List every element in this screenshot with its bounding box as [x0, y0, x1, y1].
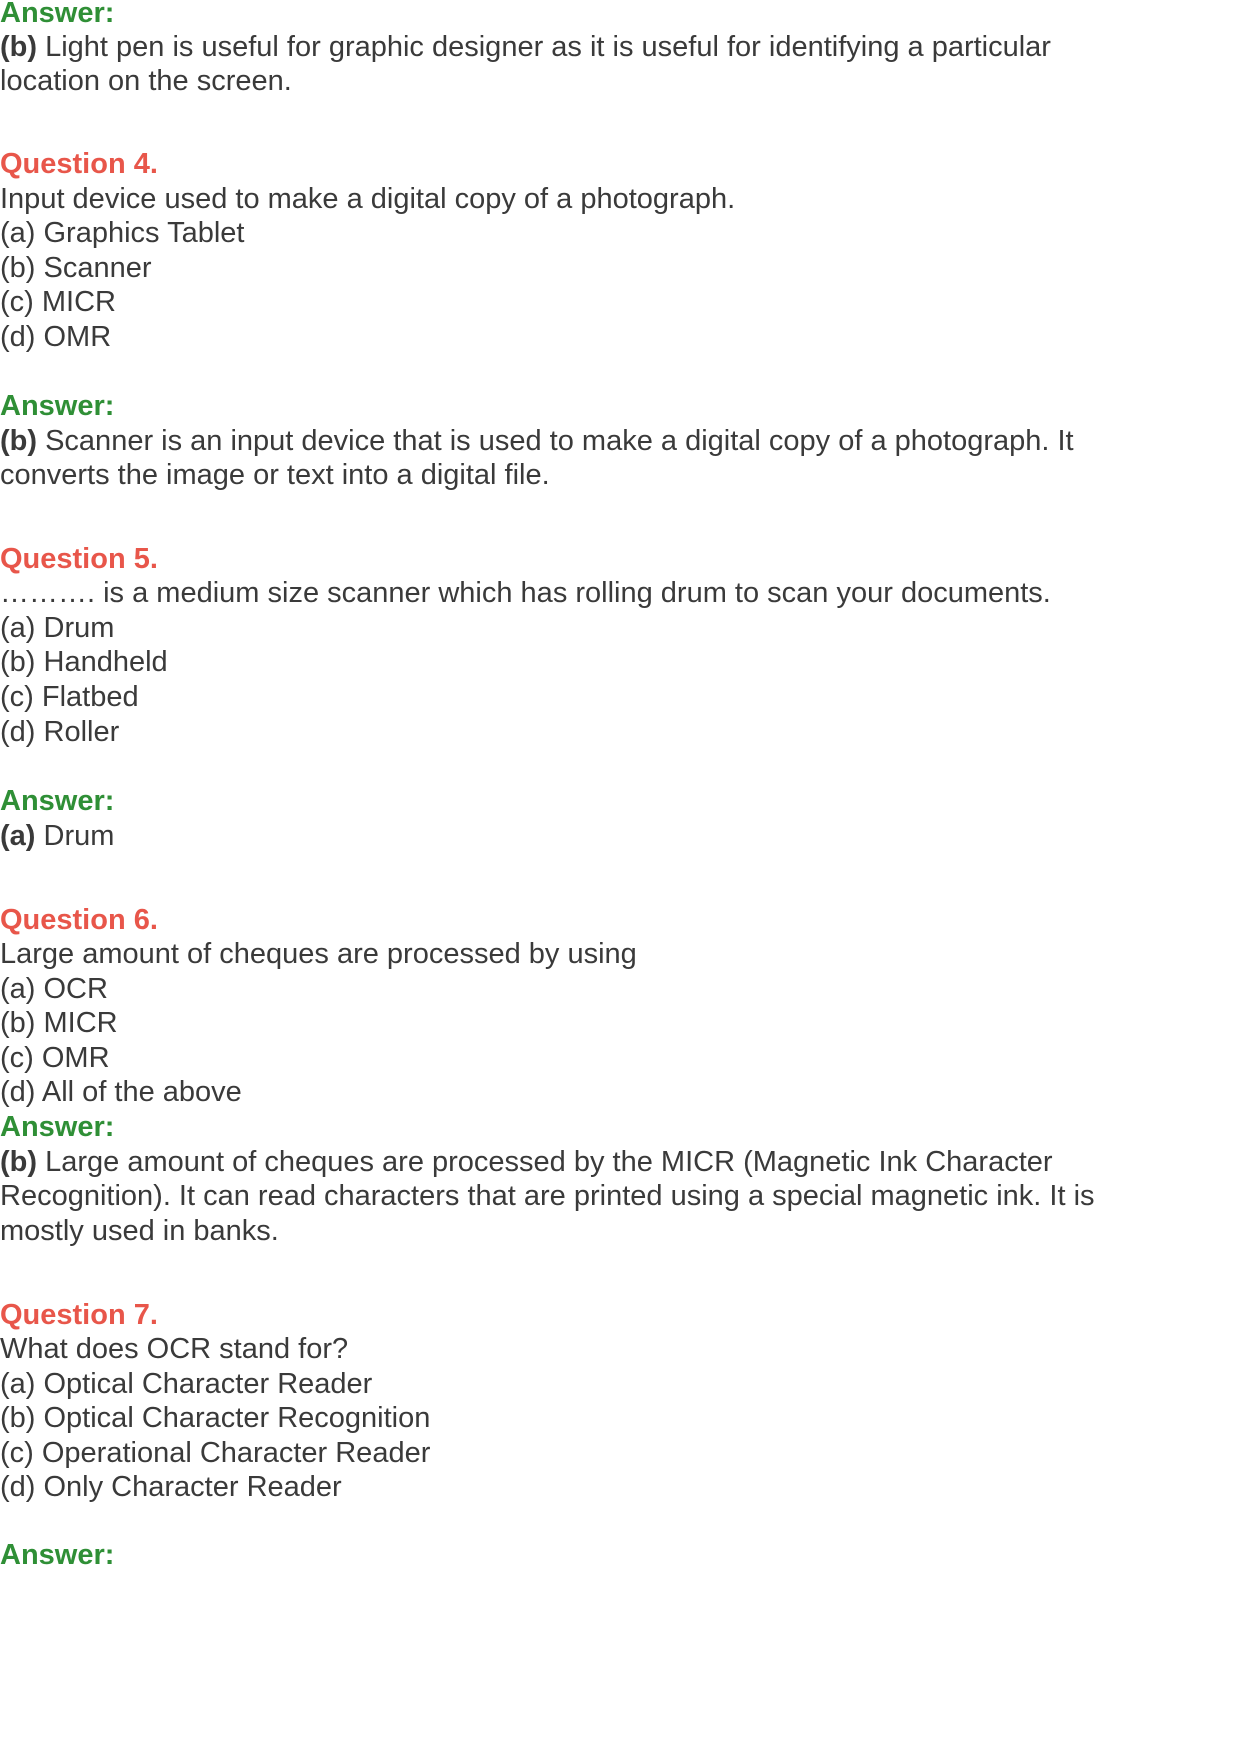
option-b: (b) MICR: [0, 1007, 118, 1039]
answer-text-line: location on the screen.: [0, 65, 292, 97]
question-prompt: ………. is a medium size scanner which has rolling drum to scan your documents.: [0, 577, 1051, 609]
option-a: (a) Graphics Tablet: [0, 217, 245, 249]
answer-text-line: Recognition). It can read characters that are printed using a special magnetic ink. It is: [0, 1180, 1095, 1212]
answer-text: Light pen is useful for graphic designer as it is useful for identifying a particular: [37, 31, 1051, 63]
answer-text-line: [0, 1145, 1053, 1179]
question-prompt: What does OCR stand for?: [0, 1333, 349, 1365]
answer-text-line: [0, 819, 114, 853]
answer-text-line: [0, 30, 1051, 64]
option-a: (a) Drum: [0, 612, 115, 644]
answer-heading: Answer:: [0, 1111, 115, 1143]
option-d: (d) All of the above: [0, 1076, 242, 1108]
answer-heading: Answer:: [0, 390, 115, 422]
option-c: (c) Flatbed: [0, 681, 139, 713]
option-d: (d) Only Character Reader: [0, 1471, 342, 1503]
answer-heading: Answer:: [0, 1539, 115, 1571]
answer-text: Large amount of cheques are processed by the MICR (Magnetic Ink Character: [37, 1146, 1053, 1178]
answer-option-label: (b): [0, 1146, 38, 1178]
option-c: (c) MICR: [0, 286, 116, 318]
answer-heading: Answer:: [0, 0, 115, 29]
option-d: (d) OMR: [0, 321, 112, 353]
option-c: (c) OMR: [0, 1042, 110, 1074]
option-b: (b) Optical Character Recognition: [0, 1402, 431, 1434]
answer-option-label: (b): [0, 31, 38, 63]
option-a: (a) Optical Character Reader: [0, 1368, 373, 1400]
question-heading: Question 6.: [0, 904, 158, 936]
question-heading: Question 4.: [0, 148, 158, 180]
answer-text: Drum: [35, 820, 115, 852]
answer-text-line: [0, 424, 1074, 458]
option-b: (b) Scanner: [0, 252, 152, 284]
answer-option-label: (b): [0, 425, 38, 457]
answer-heading: Answer:: [0, 785, 115, 817]
option-c: (c) Operational Character Reader: [0, 1437, 431, 1469]
answer-text: Scanner is an input device that is used to make a digital copy of a photograph. It: [37, 425, 1074, 457]
option-a: (a) OCR: [0, 973, 108, 1005]
question-heading: Question 7.: [0, 1299, 158, 1331]
answer-option-label: (a): [0, 820, 36, 852]
question-heading: Question 5.: [0, 543, 158, 575]
option-b: (b) Handheld: [0, 646, 168, 678]
option-d: (d) Roller: [0, 716, 120, 748]
answer-text-line: mostly used in banks.: [0, 1215, 279, 1247]
answer-text-line: converts the image or text into a digital file.: [0, 459, 550, 491]
question-prompt: Input device used to make a digital copy of a photograph.: [0, 183, 736, 215]
question-prompt: Large amount of cheques are processed by using: [0, 938, 637, 970]
